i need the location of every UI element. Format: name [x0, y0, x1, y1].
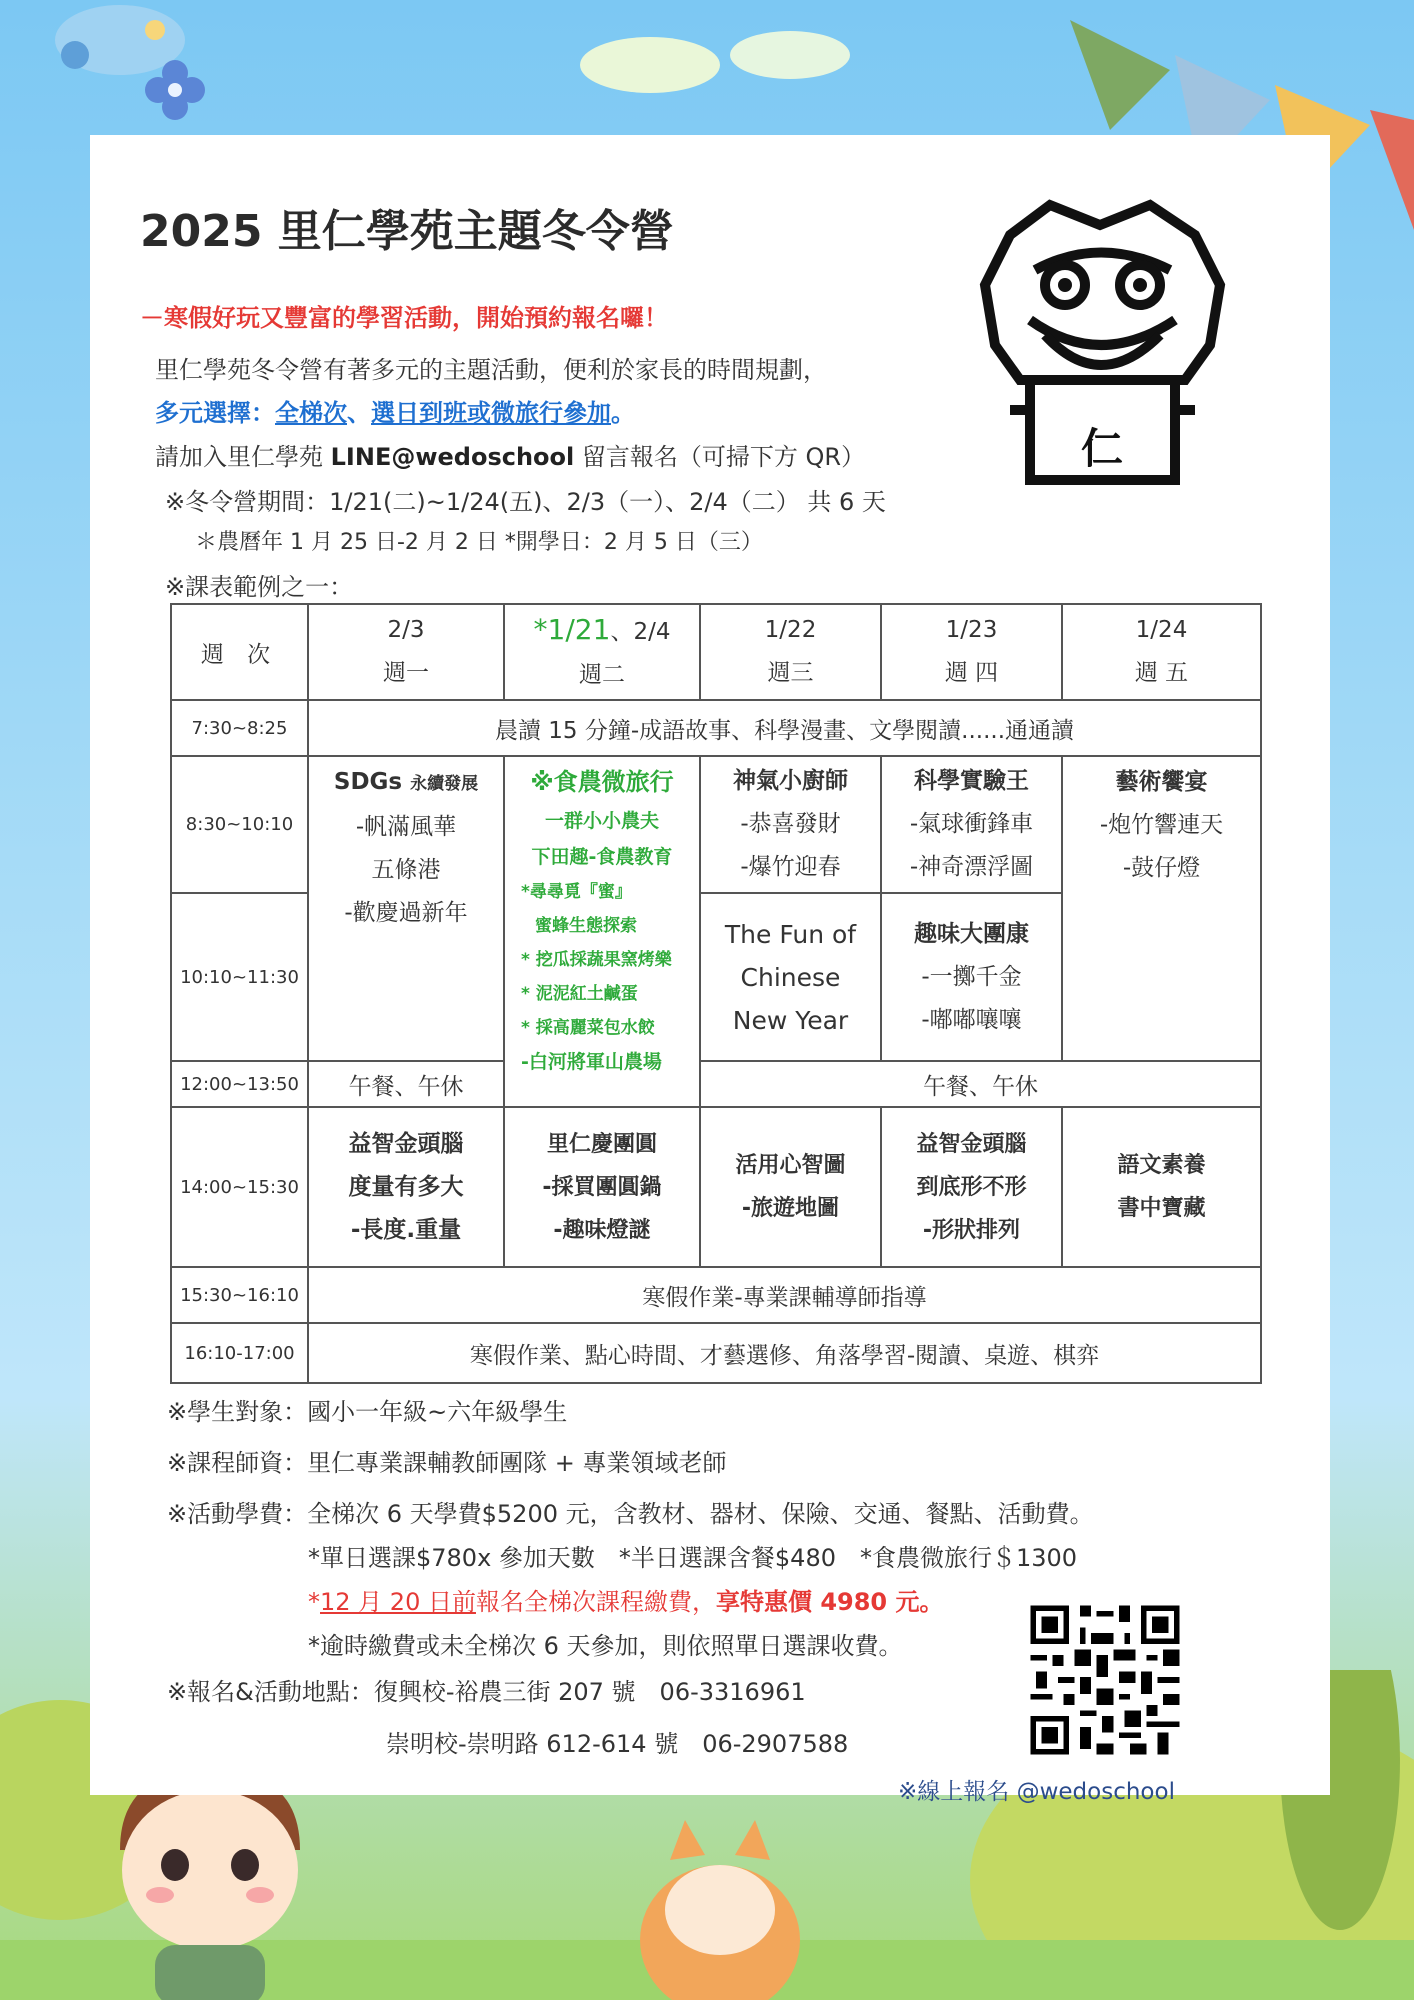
location-1: ※報名&活動地點：復興校-裕農三街 207 號 06-3316961 [167, 1678, 806, 1706]
fri-art-class: 藝術饗宴 -炮竹響連天 -鼓仔燈 [1062, 756, 1261, 1061]
time-cell: 14:00~15:30 [171, 1107, 308, 1267]
option-full: 全梯次 [275, 399, 347, 427]
day-mon: 2/3 週一 [308, 604, 504, 700]
option-select-days: 選日到班或微旅行參加 [371, 399, 611, 427]
holiday-note: ＊農曆年 1 月 25 日-2 月 2 日 *開學日：2 月 5 日（三） [195, 530, 763, 555]
homework-guidance: 寒假作業-專業課輔導師指導 [308, 1267, 1261, 1323]
fee-options: *單日選課$780x 參加天數 *半日選課含餐$480 *食農微旅行＄1300 [308, 1544, 1078, 1572]
intro-choice-sep: 、 [347, 399, 371, 427]
time-cell: 7:30~8:25 [171, 700, 308, 756]
day-wed: 1/22 週三 [700, 604, 881, 700]
pm-fri: 語文素養 書中寶藏 [1062, 1107, 1261, 1267]
schedule-header-row [171, 604, 1261, 700]
line-id: LINE@wedoschool [330, 443, 575, 471]
intro-line-2 [155, 393, 635, 428]
line-prefix: 請加入里仁學苑 [155, 443, 323, 471]
tagline [140, 298, 668, 333]
row-morning-reading [171, 700, 1261, 756]
location-2: 崇明校-崇明路 612-614 號 06-2907588 [386, 1730, 849, 1758]
row-homework [171, 1267, 1261, 1323]
tagline-dash: － [140, 304, 164, 332]
pm-tue: 里仁慶團圓 -採買團圓鍋 -趣味燈謎 [504, 1107, 700, 1267]
row-lunch [171, 1061, 1261, 1107]
time-cell: 10:10~11:30 [171, 893, 308, 1061]
tue-farm-trip: ※食農微旅行 一群小小農夫 下田趣-食農教育 *尋尋覓『蜜』 蜜蜂生態探索 * 挖瓜採蔬果窯烤樂 * 泥泥紅土鹹蛋 * 採高麗菜包水餃 -白河將軍山農場 [504, 756, 700, 1107]
week-label: 週 次 [171, 604, 308, 700]
promo-info [308, 1582, 943, 1617]
promo-date: 12 月 20 日前 [320, 1588, 476, 1616]
evening-activities: 寒假作業、點心時間、才藝選修、角落學習-閱讀、桌遊、棋弈 [308, 1323, 1261, 1383]
late-fee-note: *逾時繳費或未全梯次 6 天參加，則依照單日選課收費。 [308, 1632, 903, 1660]
day-fri: 1/24 週 五 [1062, 604, 1261, 700]
row-830 [171, 756, 1261, 893]
intro-choice-end: 。 [611, 399, 635, 427]
schedule-table [170, 603, 1262, 1384]
wed-chef-class: 神氣小廚師 -恭喜發財 -爆竹迎春 [700, 756, 881, 893]
day-tue: *1/21、2/4 週二 [504, 604, 700, 700]
page-title: 2025 里仁學苑主題冬令營 [140, 206, 674, 257]
thu-science-class: 科學實驗王 -氣球衝鋒車 -神奇漂浮圖 [881, 756, 1062, 893]
online-signup[interactable]: ※線上報名 @wedoschool [898, 1779, 1175, 1805]
thu-games-class: 趣味大團康 -一擲千金 -嘟嘟嚷嚷 [881, 893, 1062, 1061]
cloud-decoration-top [560, 10, 860, 110]
fee-info: ※活動學費：全梯次 6 天學費$5200 元，含教材、器材、保險、交通、餐點、活動費。 [167, 1500, 1094, 1528]
mon-morning-activity: SDGs 永續發展 -帆滿風華 五條港 -歡慶過新年 [308, 756, 504, 1061]
camp-period: ※冬令營期間：1/21(二)~1/24(五)、2/3（一）、2/4（二） 共 6 天 [165, 488, 886, 516]
line-suffix: 留言報名（可掃下方 QR） [581, 443, 866, 471]
pm-thu: 益智金頭腦 到底形不形 -形狀排列 [881, 1107, 1062, 1267]
time-cell: 15:30~16:10 [171, 1267, 308, 1323]
intro-choice-prefix: 多元選擇： [155, 399, 275, 427]
boy-character [100, 1760, 320, 2000]
row-evening [171, 1323, 1261, 1383]
flower-decoration [140, 55, 210, 125]
schedule-example-label: ※課表範例之一： [165, 573, 354, 601]
promo-mid: 報名全梯次課程繳費， [475, 1588, 716, 1616]
time-cell: 8:30~10:10 [171, 756, 308, 893]
time-cell: 16:10-17:00 [171, 1323, 308, 1383]
cat-character [615, 1800, 815, 2000]
morning-reading: 晨讀 15 分鐘-成語故事、科學漫畫、文學閱讀......通通讀 [308, 700, 1261, 756]
lunch-mon: 午餐、午休 [308, 1061, 504, 1107]
time-cell: 12:00~13:50 [171, 1061, 308, 1107]
row-1400 [171, 1107, 1261, 1267]
student-target: ※學生對象：國小一年級~六年級學生 [167, 1398, 568, 1426]
promo-star: * [308, 1588, 320, 1616]
lion-mascot-icon [970, 195, 1235, 490]
tagline-text: 寒假好玩又豐富的學習活動，開始預約報名囉！ [164, 304, 668, 332]
wed-chinese-new-year: The Fun of Chinese New Year [700, 893, 881, 1061]
pm-wed: 活用心智圖 -旅遊地圖 [700, 1107, 881, 1267]
qr-code-icon[interactable] [1025, 1600, 1185, 1760]
intro-line-3 [155, 437, 865, 472]
mascot-glyph: 仁 [1080, 424, 1124, 473]
intro-line-1: 里仁學苑冬令營有著多元的主題活動，便利於家長的時間規劃， [155, 356, 827, 384]
pm-mon: 益智金頭腦 度量有多大 -長度.重量 [308, 1107, 504, 1267]
day-thu: 1/23 週 四 [881, 604, 1062, 700]
promo-price: 享特惠價 4980 元。 [715, 1588, 944, 1616]
lunch-rest: 午餐、午休 [700, 1061, 1261, 1107]
teachers-info: ※課程師資：里仁專業課輔教師團隊 + 專業領域老師 [167, 1449, 727, 1477]
